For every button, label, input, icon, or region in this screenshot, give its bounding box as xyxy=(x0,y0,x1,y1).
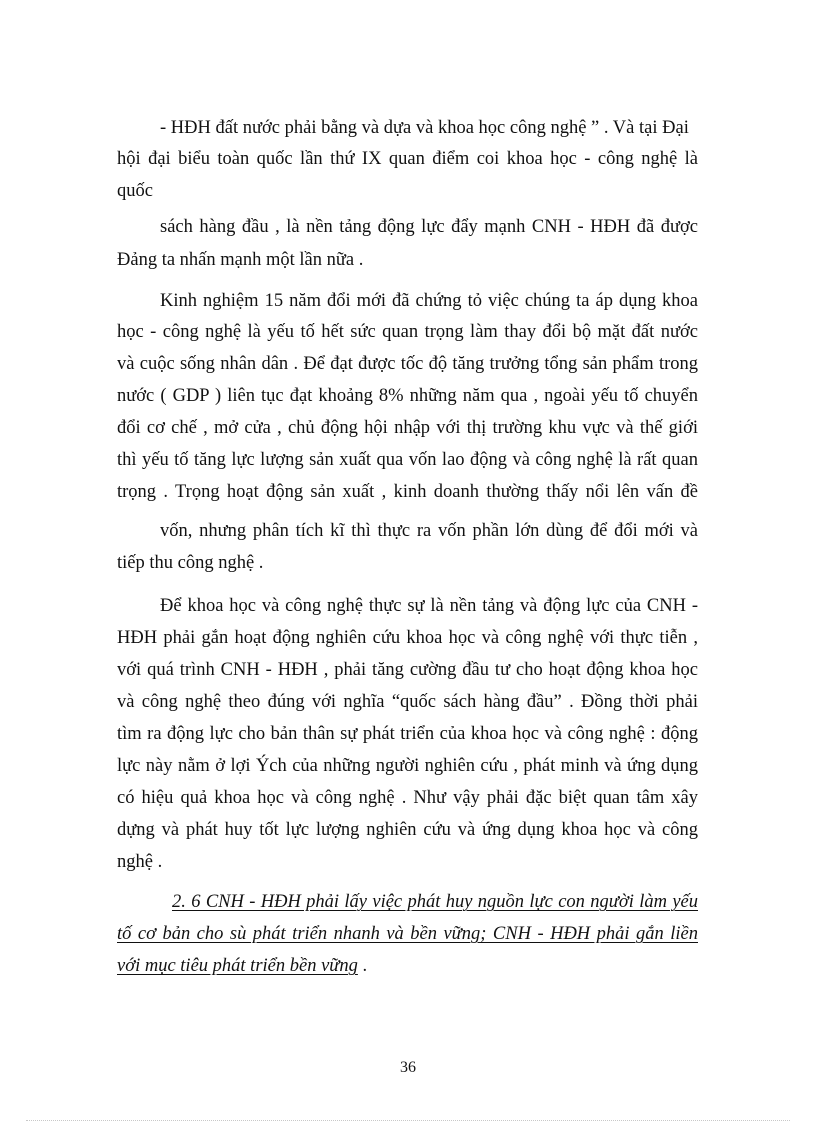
text-line: nghệ . xyxy=(117,852,163,872)
text-line: hội đại biểu toàn quốc lần thứ IX quan điểm coi khoa học - công nghệ là xyxy=(117,149,698,169)
text-line: và công nghệ theo đúng với nghĩa “quốc sách hàng đầu” . Đồng thời phải xyxy=(117,692,698,712)
text-line: với quá trình CNH - HĐH , phải tăng cường đầu tư cho hoạt động khoa học xyxy=(117,660,698,680)
text-line: và cuộc sống nhân dân . Để đạt được tốc độ tăng trưởng tổng sản phẩm trong xyxy=(117,354,698,374)
text-line: trọng . Trọng hoạt động sản xuất , kinh doanh thường thấy nổi lên vấn đề xyxy=(117,482,698,502)
section-heading-last-line xyxy=(117,955,367,977)
text-line: đổi cơ chế , mở cửa , chủ động hội nhập với thị trường khu vực và thế giới xyxy=(117,418,698,438)
text-line: tìm ra động lực cho bản thân sự phát triển của khoa học và công nghệ : động xyxy=(117,724,698,744)
text-line: HĐH phải gắn hoạt động nghiên cứu khoa học và công nghệ với thực tiễn , xyxy=(117,628,698,648)
text-line: sách hàng đầu , là nền tảng động lực đẩy mạnh CNH - HĐH đã được xyxy=(160,217,698,237)
section-heading-line: với mục tiêu phát triển bền vững xyxy=(117,956,358,976)
text-line: lực này nằm ở lợi Ých của những người nghiên cứu , phát minh và ứng dụng xyxy=(117,756,698,776)
page-number: 36 xyxy=(400,1059,416,1076)
text-line: có hiệu quả khoa học và công nghệ . Như vậy phải đặc biệt quan tâm xây xyxy=(117,788,698,808)
text-line: quốc xyxy=(117,181,153,201)
section-heading-line: 2. 6 CNH - HĐH phải lấy việc phát huy nguồn lực con người làm yếu xyxy=(172,892,698,912)
heading-tail: . xyxy=(357,956,368,976)
text-line: dựng và phát huy tốt lực lượng nghiên cứu và ứng dụng khoa học và công xyxy=(117,820,698,840)
text-line: Kinh nghiệm 15 năm đổi mới đã chứng tỏ việc chúng ta áp dụng khoa xyxy=(160,291,698,311)
page-bottom-divider xyxy=(26,1120,790,1121)
text-line: nước ( GDP ) liên tục đạt khoảng 8% những năm qua , ngoài yếu tố chuyển xyxy=(117,386,698,406)
text-line: Để khoa học và công nghệ thực sự là nền tảng và động lực của CNH - xyxy=(160,596,698,616)
text-line: Đảng ta nhấn mạnh một lần nữa . xyxy=(117,250,364,270)
text-line: học - công nghệ là yếu tố hết sức quan trọng làm thay đổi bộ mặt đất nước xyxy=(117,322,698,342)
text-line: thì yếu tố tăng lực lượng sản xuất qua vốn lao động và công nghệ là rất quan xyxy=(117,450,698,470)
text-line: tiếp thu công nghệ . xyxy=(117,553,264,573)
text-line: - HĐH đất nước phải bằng và dựa và khoa học công nghệ ” . Và tại Đại xyxy=(160,118,689,138)
section-heading-line: tố cơ bản cho sù phát triển nhanh và bền vững; CNH - HĐH phải gắn liền xyxy=(117,924,698,944)
text-line: vốn, nhưng phân tích kĩ thì thực ra vốn phần lớn dùng để đổi mới và xyxy=(160,521,698,541)
